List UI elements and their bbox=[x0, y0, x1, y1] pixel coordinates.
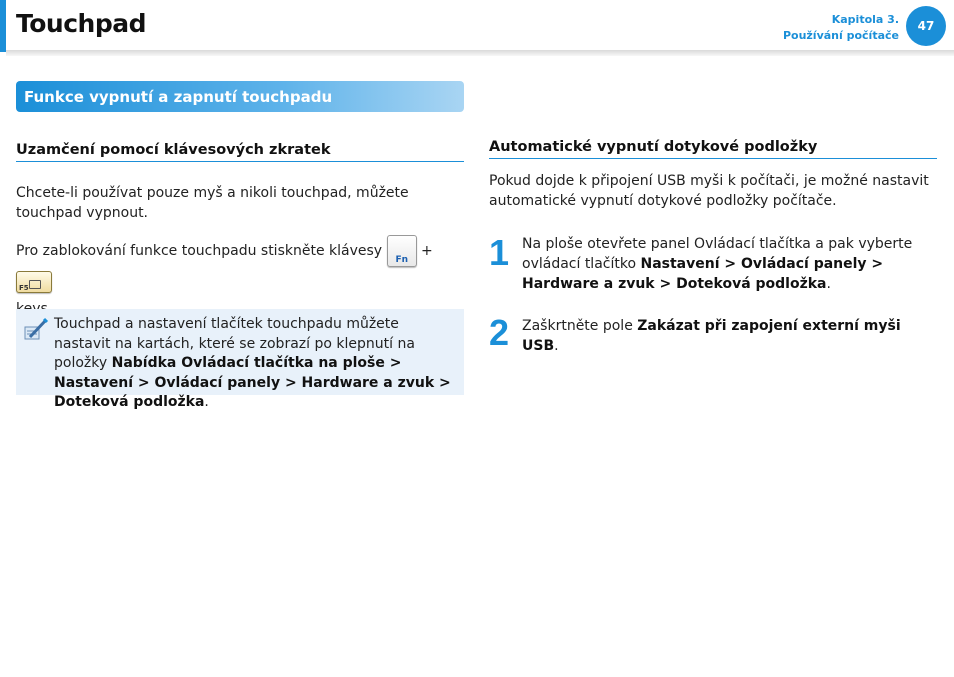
header-accent-bar bbox=[0, 0, 6, 52]
left-column bbox=[16, 142, 464, 319]
f5-touchpad-key-icon: F5 bbox=[16, 271, 52, 293]
note-box bbox=[16, 309, 464, 410]
chapter-number: Kapitola 3. bbox=[831, 13, 899, 26]
page-number-badge: 47 bbox=[906, 6, 946, 46]
step-1-text: Na ploše otevřete panel Ovládací tlačítka a pak vyberte ovládací tlačítko Nastavení > Ovládací panely > Hardware a zvuk > Doteková podložka. bbox=[522, 236, 913, 292]
note-text: Touchpad a nastavení tlačítek touchpadu můžete nastavit na kartách, které se zobrazí po klepnutí na položky Nabídka Ovládací tlačítka na ploše > Nastavení > Ovládací panely > Hardware a zvuk > Doteková podložka. bbox=[54, 316, 451, 410]
right-subheading: Automatické vypnutí dotykové podložky bbox=[489, 139, 937, 159]
section-title-bar bbox=[16, 81, 464, 112]
fn-key-icon: Fn bbox=[387, 235, 417, 267]
right-paragraph-1: Pokud dojde k připojení USB myši k počítači, je možné nastavit automatické vypnutí dotykové podložky počítače. bbox=[489, 173, 929, 209]
shortcut-text: Pro zablokování funkce touchpadu stiskněte klávesy bbox=[16, 243, 383, 259]
left-subheading: Uzamčení pomocí klávesových zkratek bbox=[16, 142, 464, 162]
header-rule bbox=[6, 50, 954, 56]
left-paragraph-2 bbox=[16, 235, 464, 297]
step-2-option: Zakázat při zapojení externí myši USB bbox=[522, 318, 901, 354]
chapter-title: Používání počítače bbox=[782, 29, 899, 42]
plus-sign: + bbox=[420, 243, 433, 259]
left-paragraph-1: Chcete-li používat pouze myš a nikoli touchpad, můžete touchpad vypnout. bbox=[16, 185, 409, 221]
step-1-path: Nastavení > Ovládací panely > Hardware a zvuk > Doteková podložka bbox=[522, 256, 884, 292]
step-2-text: Zaškrtněte pole Zakázat při zapojení externí myši USB. bbox=[522, 318, 901, 354]
chapter-label bbox=[783, 12, 899, 44]
section-title: Funkce vypnutí a zapnutí touchpadu bbox=[24, 87, 333, 106]
note-pen-icon bbox=[22, 315, 50, 343]
note-path: Nabídka Ovládací tlačítka na ploše > Nastavení > Ovládací panely > Hardware a zvuk > Doteková podložka bbox=[54, 355, 451, 410]
page-title: Touchpad bbox=[16, 9, 146, 38]
right-column bbox=[489, 139, 937, 211]
step-2-number: 2 bbox=[489, 312, 510, 353]
step-1-number: 1 bbox=[489, 232, 510, 273]
